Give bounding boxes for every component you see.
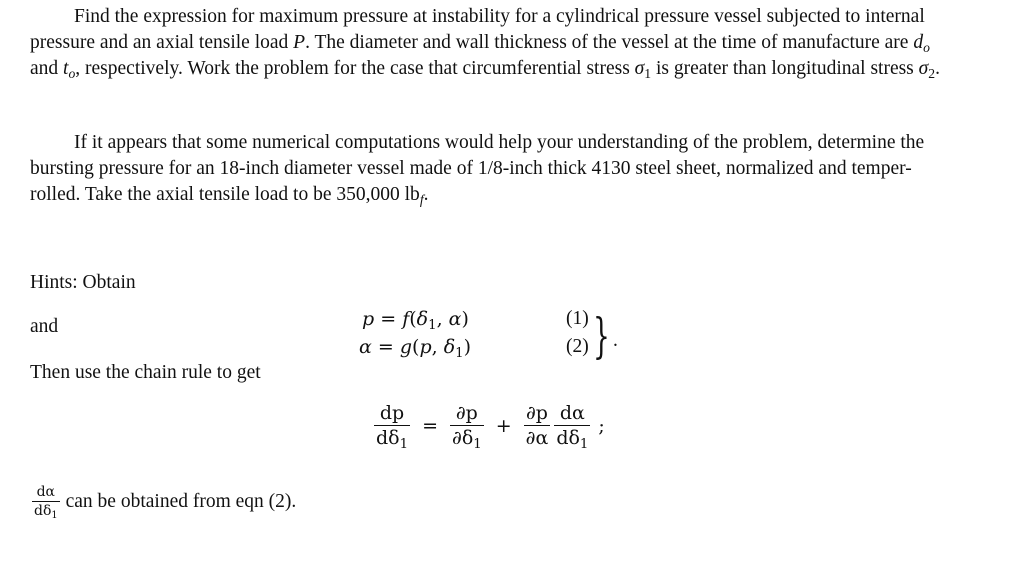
- frac-da-den: [554, 425, 590, 452]
- eq1-close: ): [461, 308, 469, 330]
- frac-pp-pd1: [450, 402, 484, 452]
- eq2-comma: ,: [431, 336, 444, 358]
- p2-text-1: If it appears that some numerical computations would help your understanding of the problem, determine the bursting pressure for an 18-inch diameter vessel made of 1/8-inch thick 4130 steel sheet, normalized and temper-rolled. Take the axial tensile load to be 350,000 lb: [30, 132, 925, 205]
- eq2-lhs: α: [359, 336, 372, 358]
- equation-1-label: (1): [566, 308, 589, 329]
- p1-text-1: Find the expression for maximum pressure at instability for a cylindrical pressure vessel subjected to internal pressure and an axial tensile load: [30, 6, 925, 53]
- frac-da-den-sub: 1: [579, 436, 589, 452]
- frac-pp-pa: [524, 402, 551, 449]
- hints-and: and: [30, 316, 59, 337]
- equation-2-label: (2): [566, 336, 589, 357]
- chain-rule-text: Then use the chain rule to get: [30, 362, 261, 383]
- last-frac-den-d: dδ: [34, 503, 52, 519]
- p2-text-2: .: [423, 184, 429, 205]
- chain-equals: =: [422, 414, 438, 437]
- sigma-1: σ: [634, 58, 645, 79]
- frac-pp-den-d: ∂δ: [452, 427, 474, 449]
- eq2-delta-sub: 1: [455, 345, 464, 361]
- last-frac-den-sub: 1: [51, 509, 58, 521]
- equation-brace-dot: .: [613, 330, 618, 351]
- frac-pa-den: ∂α: [525, 427, 549, 449]
- eq2-func: g: [399, 336, 413, 358]
- eq1-delta: δ: [416, 308, 429, 330]
- sigma-2-sub: 2: [928, 66, 936, 82]
- frac-da-num: dα: [559, 402, 585, 424]
- frac-dp-den: [374, 425, 410, 452]
- eq2-open: (: [412, 336, 420, 358]
- eq1-open: (: [409, 308, 417, 330]
- last-frac-den: [32, 501, 60, 519]
- eq1-func: f: [402, 308, 410, 330]
- lb-sub: f: [419, 192, 424, 208]
- problem-paragraph-1: [30, 4, 960, 82]
- frac-pp-den-sub: 1: [473, 436, 482, 452]
- equation-2: [359, 336, 472, 361]
- hints-obtain: Hints: Obtain: [30, 272, 136, 293]
- sub-t: o: [68, 66, 76, 82]
- eq2-delta: δ: [443, 336, 456, 358]
- equation-1: [362, 308, 469, 333]
- sigma-1-sub: 1: [644, 66, 652, 82]
- eq2-p: p: [419, 336, 432, 358]
- chain-semicolon: ;: [598, 414, 605, 437]
- last-hint: [30, 484, 296, 519]
- frac-pp2-num: ∂p: [525, 402, 548, 424]
- eq2-close: ): [463, 336, 472, 358]
- frac-pp-den: [450, 425, 484, 452]
- eq1-alpha: α: [448, 308, 462, 330]
- var-t: t: [63, 58, 69, 79]
- last-frac: [32, 484, 60, 519]
- frac-dp-dd1: [374, 402, 410, 452]
- sub-d: o: [923, 40, 930, 56]
- eq1-equals: =: [380, 308, 397, 330]
- equation-brace: }: [593, 308, 610, 364]
- var-P: P: [293, 32, 306, 53]
- p1-text-2: . The diameter and wall thickness of the vessel at the time of manufacture are: [305, 32, 914, 53]
- frac-pp-num: ∂p: [455, 402, 478, 424]
- last-frac-num: dα: [36, 484, 56, 500]
- sigma-2: σ: [918, 58, 929, 79]
- p1-text-4: , respectively. Work the problem for the case that circumferential stress: [75, 58, 635, 79]
- eq1-delta-sub: 1: [428, 317, 437, 333]
- eq1-lhs: p: [362, 308, 375, 330]
- p1-text-5: is greater than longitudinal stress: [651, 58, 919, 79]
- frac-da-dd1: [554, 402, 590, 452]
- frac-dp-num: dp: [379, 402, 405, 424]
- var-d: d: [913, 32, 924, 53]
- last-hint-text: can be obtained from eqn (2).: [65, 490, 297, 512]
- frac-da-den-d: dδ: [556, 427, 580, 449]
- frac-dp-den-d: dδ: [376, 427, 400, 449]
- frac-dp-den-sub: 1: [399, 436, 409, 452]
- chain-rule-equation: [372, 402, 605, 452]
- eq2-equals: =: [377, 336, 394, 358]
- problem-paragraph-2: [30, 130, 960, 208]
- eq1-comma: ,: [436, 308, 449, 330]
- chain-plus: +: [495, 414, 512, 437]
- p1-text-3: and: [30, 58, 64, 79]
- p1-text-6: .: [935, 58, 940, 79]
